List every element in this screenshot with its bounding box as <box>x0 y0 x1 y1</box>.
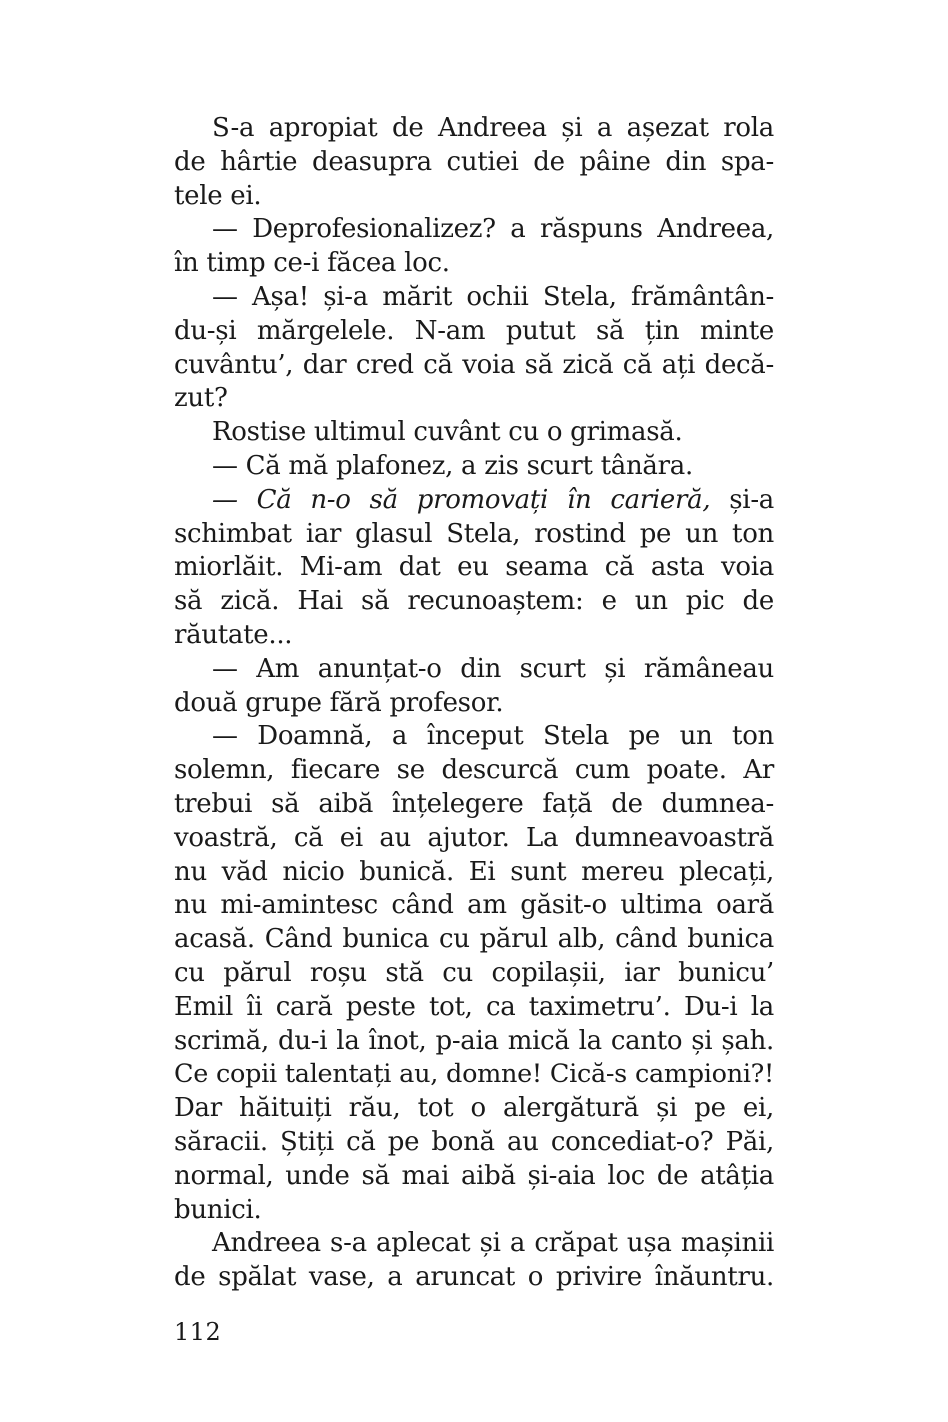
text-line: normal, unde să mai aibă și-aia loc de atâția <box>174 1160 774 1191</box>
text-line: — Doamnă, a început Stela pe un ton <box>212 721 774 752</box>
text-line-rest: și-a <box>710 484 774 515</box>
text-line: S-a apropiat de Andreea și a așezat rola <box>212 113 774 143</box>
page-text-block <box>174 112 774 1295</box>
text-line: Ce copii talentați au, domne! Cică-s campioni?! <box>174 1059 774 1090</box>
text-line: de spălat vase, a aruncat o privire înăuntru. <box>174 1262 774 1293</box>
text-line: tele ei. <box>174 180 262 211</box>
text-line: zut? <box>174 383 228 414</box>
text-line: cu părul roșu stă cu copilașii, iar bunicu’ <box>174 957 774 988</box>
italic-quote: — Că n-o să promovați în carieră, <box>212 484 711 515</box>
text-line: două grupe fără profesor. <box>174 687 504 718</box>
text-line: — Așa! și-a mărit ochii Stela, frământân- <box>212 281 774 312</box>
text-line: solemn, fiecare se descurcă cum poate. Ar <box>174 755 774 786</box>
text-line: în timp ce-i făcea loc. <box>174 248 450 279</box>
page-number: 112 <box>174 1318 222 1346</box>
text-line: acasă. Când bunica cu părul alb, când bunica <box>174 924 774 955</box>
text-line-italic <box>174 484 774 518</box>
text-line: Rostise ultimul cuvânt cu o grimasă. <box>212 417 683 448</box>
text-line: Dar hăituiți rău, tot o alergătură și pe ei, <box>174 1093 774 1124</box>
text-line: nu văd nicio bunică. Ei sunt mereu plecați, <box>174 856 774 887</box>
text-line: nu mi-amintesc când am găsit-o ultima oară <box>174 890 774 921</box>
text-line: — Că mă plafonez, a zis scurt tânăra. <box>212 450 693 481</box>
text-line: voastră, că ei au ajutor. La dumneavoastră <box>174 822 774 853</box>
text-line: săracii. Știți că pe bonă au concediat-o? Păi, <box>174 1126 774 1157</box>
text-line: să zică. Hai să recunoaștem: e un pic de <box>174 586 774 617</box>
text-line: bunici. <box>174 1194 262 1225</box>
text-line: cuvântu’, dar cred că voia să zică că ați decă- <box>174 349 774 380</box>
text-line: trebui să aibă înțelegere față de dumnea- <box>174 788 774 819</box>
text-line: — Deprofesionalizez? a răspuns Andreea, <box>212 214 774 245</box>
text-line: miorlăit. Mi-am dat eu seama că asta voia <box>174 552 774 583</box>
text-line: Emil îi cară peste tot, ca taximetru’. Du-i la <box>174 991 774 1022</box>
text-line: scrimă, du-i la înot, p-aia mică la canto și șah. <box>174 1025 774 1056</box>
text-line: răutate... <box>174 619 293 650</box>
text-line: — Am anunțat-o din scurt și rămâneau <box>212 653 774 684</box>
text-line: schimbat iar glasul Stela, rostind pe un ton <box>174 518 774 549</box>
text-line: de hârtie deasupra cutiei de pâine din spa- <box>174 146 774 177</box>
text-line: du-și mărgelele. N-am putut să țin minte <box>174 315 774 346</box>
text-line: Andreea s-a aplecat și a crăpat ușa mașinii <box>212 1228 774 1259</box>
